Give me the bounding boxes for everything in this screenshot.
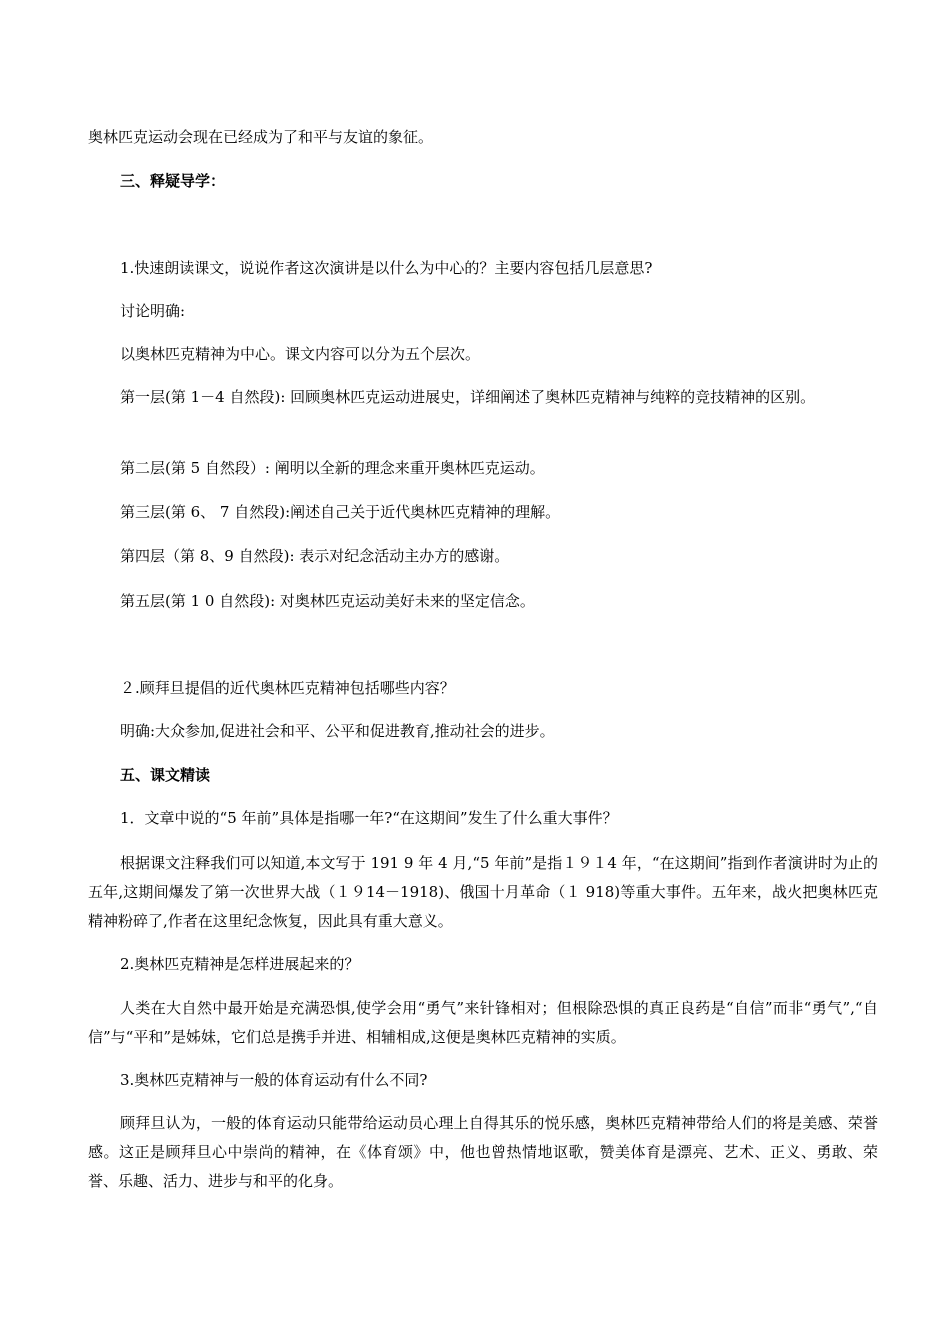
reading-answer-1: 根据课文注释我们可以知道,本文写于 191 9 年 4 月,“5 年前”是指１９１4 年，“在这期间”指到作者演讲时为止的五年,这期间爆发了第一次世界大战（１９14－1918)、俄国十月革命（１ 918)等重大事件。五年来，战火把奥林匹克精神粉碎了,作者在这里纪念恢复，因此具有重大意义。 [88,854,878,930]
layer-4-text: 第四层（第 8、9 自然段): 表示对纪念活动主办方的感谢。 [120,547,510,565]
paragraph-olympic-symbol: 奥林匹克运动会现在已经成为了和平与友谊的象征。 [88,128,434,146]
layer-2-text: 第二层(第 5 自然段）: 阐明以全新的理念来重开奥林匹克运动。 [120,459,545,477]
answer-2: 明确:大众参加,促进社会和平、公平和促进教育,推动社会的进步。 [120,722,555,740]
reading-question-1: 1．文章中说的“5 年前”具体是指哪一年?“在这期间”发生了什么重大事件？ [120,809,618,827]
section-heading-5: 五、课文精读 [120,766,211,784]
discussion-label: 讨论明确: [120,302,186,320]
section-heading-3: 三、释疑导学： [120,172,226,190]
layer-5-text: 第五层(第 1 0 自然段): 对奥林匹克运动美好未来的坚定信念。 [120,592,535,610]
layer-3-text: 第三层(第 6、 7 自然段):阐述自己关于近代奥林匹克精神的理解。 [120,503,561,521]
reading-question-3: 3.奥林匹克精神与一般的体育运动有什么不同? [120,1071,428,1089]
question-1: 1.快速朗读课文，说说作者这次演讲是以什么为中心的？主要内容包括几层意思? [120,259,653,277]
question-2: ２.顾拜旦提倡的近代奥林匹克精神包括哪些内容？ [120,679,455,697]
reading-answer-3: 顾拜旦认为，一般的体育运动只能带给运动员心理上自得其乐的悦乐感，奥林匹克精神带给人们的将是美感、荣誉感。这正是顾拜旦心中崇尚的精神，在《体育颂》中，他也曾热情地讴歌，赞美体育是漂亮、艺术、正义、勇敢、荣誉、乐趣、活力、进步与和平的化身。 [88,1114,878,1190]
reading-answer-2: 人类在大自然中最开始是充满恐惧,使学会用“勇气”来针锋相对；但根除恐惧的真正良药是“自信”而非“勇气”,“自信”与“平和”是姊妹，它们总是携手并进、相辅相成,这便是奥林匹克精神的实质。 [88,999,878,1046]
answer-center: 以奥林匹克精神为中心。课文内容可以分为五个层次。 [120,345,481,363]
layer-1-text: 第一层(第 1－4 自然段): 回顾奥林匹克运动进展史，详细阐述了奥林匹克精神与纯粹的竞技精神的区别。 [120,388,816,406]
reading-question-2: 2.奥林匹克精神是怎样进展起来的？ [120,955,360,973]
